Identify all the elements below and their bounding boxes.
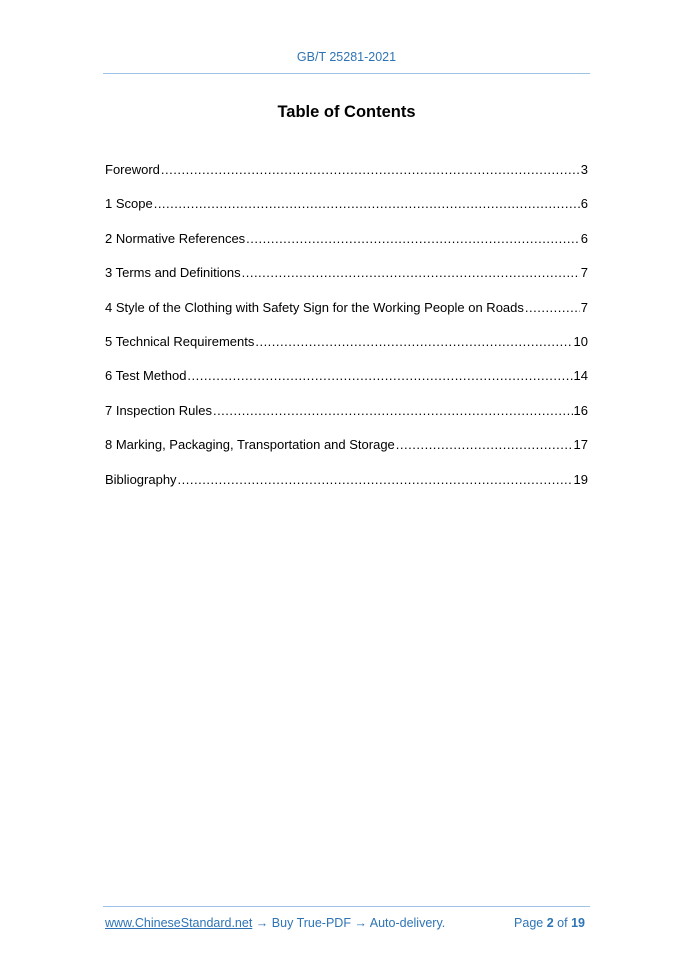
footer-divider xyxy=(103,906,590,907)
header-divider xyxy=(103,73,590,74)
toc-leader-dots xyxy=(154,194,580,214)
toc-leader-dots xyxy=(255,332,572,352)
footer-purchase-line xyxy=(105,916,445,930)
toc-title: Table of Contents xyxy=(277,103,416,121)
toc-leader-dots xyxy=(525,298,580,318)
page-word: Page xyxy=(514,916,544,930)
toc-entry-page: 7 xyxy=(580,299,588,315)
toc-entry-label: 6 Test Method xyxy=(105,368,187,384)
toc-entry-scope[interactable] xyxy=(105,194,588,228)
toc-list xyxy=(105,160,588,504)
toc-entry-label: 8 Marking, Packaging, Transportation and Storage xyxy=(105,437,395,453)
toc-entry-page: 14 xyxy=(573,368,588,384)
toc-entry-inspection-rules[interactable] xyxy=(105,401,588,435)
toc-entry-label: Foreword xyxy=(105,162,160,177)
toc-entry-page: 6 xyxy=(580,230,588,246)
toc-entry-normative-references[interactable] xyxy=(105,229,588,263)
buy-true-pdf-text: Buy True-PDF xyxy=(271,916,351,930)
toc-entry-page: 10 xyxy=(573,333,588,349)
toc-entry-label: Bibliography xyxy=(105,471,177,487)
document-code-header: GB/T 25281-2021 xyxy=(296,50,397,64)
toc-leader-dots xyxy=(161,160,580,180)
toc-entry-bibliography[interactable] xyxy=(105,470,588,504)
toc-entry-page: 16 xyxy=(573,402,588,418)
toc-entry-terms-definitions[interactable] xyxy=(105,263,588,297)
total-page-count: 19 xyxy=(571,916,585,930)
toc-leader-dots xyxy=(187,366,572,386)
toc-leader-dots xyxy=(213,401,573,421)
toc-entry-label: 5 Technical Requirements xyxy=(105,333,255,349)
toc-entry-label: 4 Style of the Clothing with Safety Sign for the Working People on Roads xyxy=(105,299,524,315)
toc-entry-page: 19 xyxy=(573,471,588,487)
toc-entry-label: 7 Inspection Rules xyxy=(105,402,212,418)
current-page-number: 2 xyxy=(546,916,554,930)
toc-leader-dots xyxy=(178,470,573,490)
website-link[interactable]: www.ChineseStandard.net xyxy=(105,916,253,930)
toc-leader-dots xyxy=(246,229,580,249)
toc-leader-dots xyxy=(242,263,580,283)
toc-entry-page: 3 xyxy=(580,162,588,177)
arrow-right-icon: → xyxy=(255,916,269,930)
toc-entry-technical-requirements[interactable] xyxy=(105,332,588,366)
toc-entry-foreword[interactable] xyxy=(105,160,588,194)
auto-delivery-text: Auto-delivery. xyxy=(369,916,446,930)
toc-entry-page: 17 xyxy=(573,437,588,453)
toc-entry-label: 2 Normative References xyxy=(105,230,246,246)
toc-entry-style-of-clothing[interactable] xyxy=(105,298,588,332)
of-word: of xyxy=(557,916,568,930)
toc-entry-marking-packaging[interactable] xyxy=(105,435,588,469)
toc-entry-test-method[interactable] xyxy=(105,366,588,400)
page-indicator xyxy=(514,916,585,930)
toc-leader-dots xyxy=(396,435,573,455)
toc-entry-label: 1 Scope xyxy=(105,196,153,212)
toc-entry-page: 7 xyxy=(580,265,588,281)
arrow-right-icon: → xyxy=(354,916,367,930)
toc-entry-page: 6 xyxy=(580,196,588,212)
toc-entry-label: 3 Terms and Definitions xyxy=(105,265,241,281)
